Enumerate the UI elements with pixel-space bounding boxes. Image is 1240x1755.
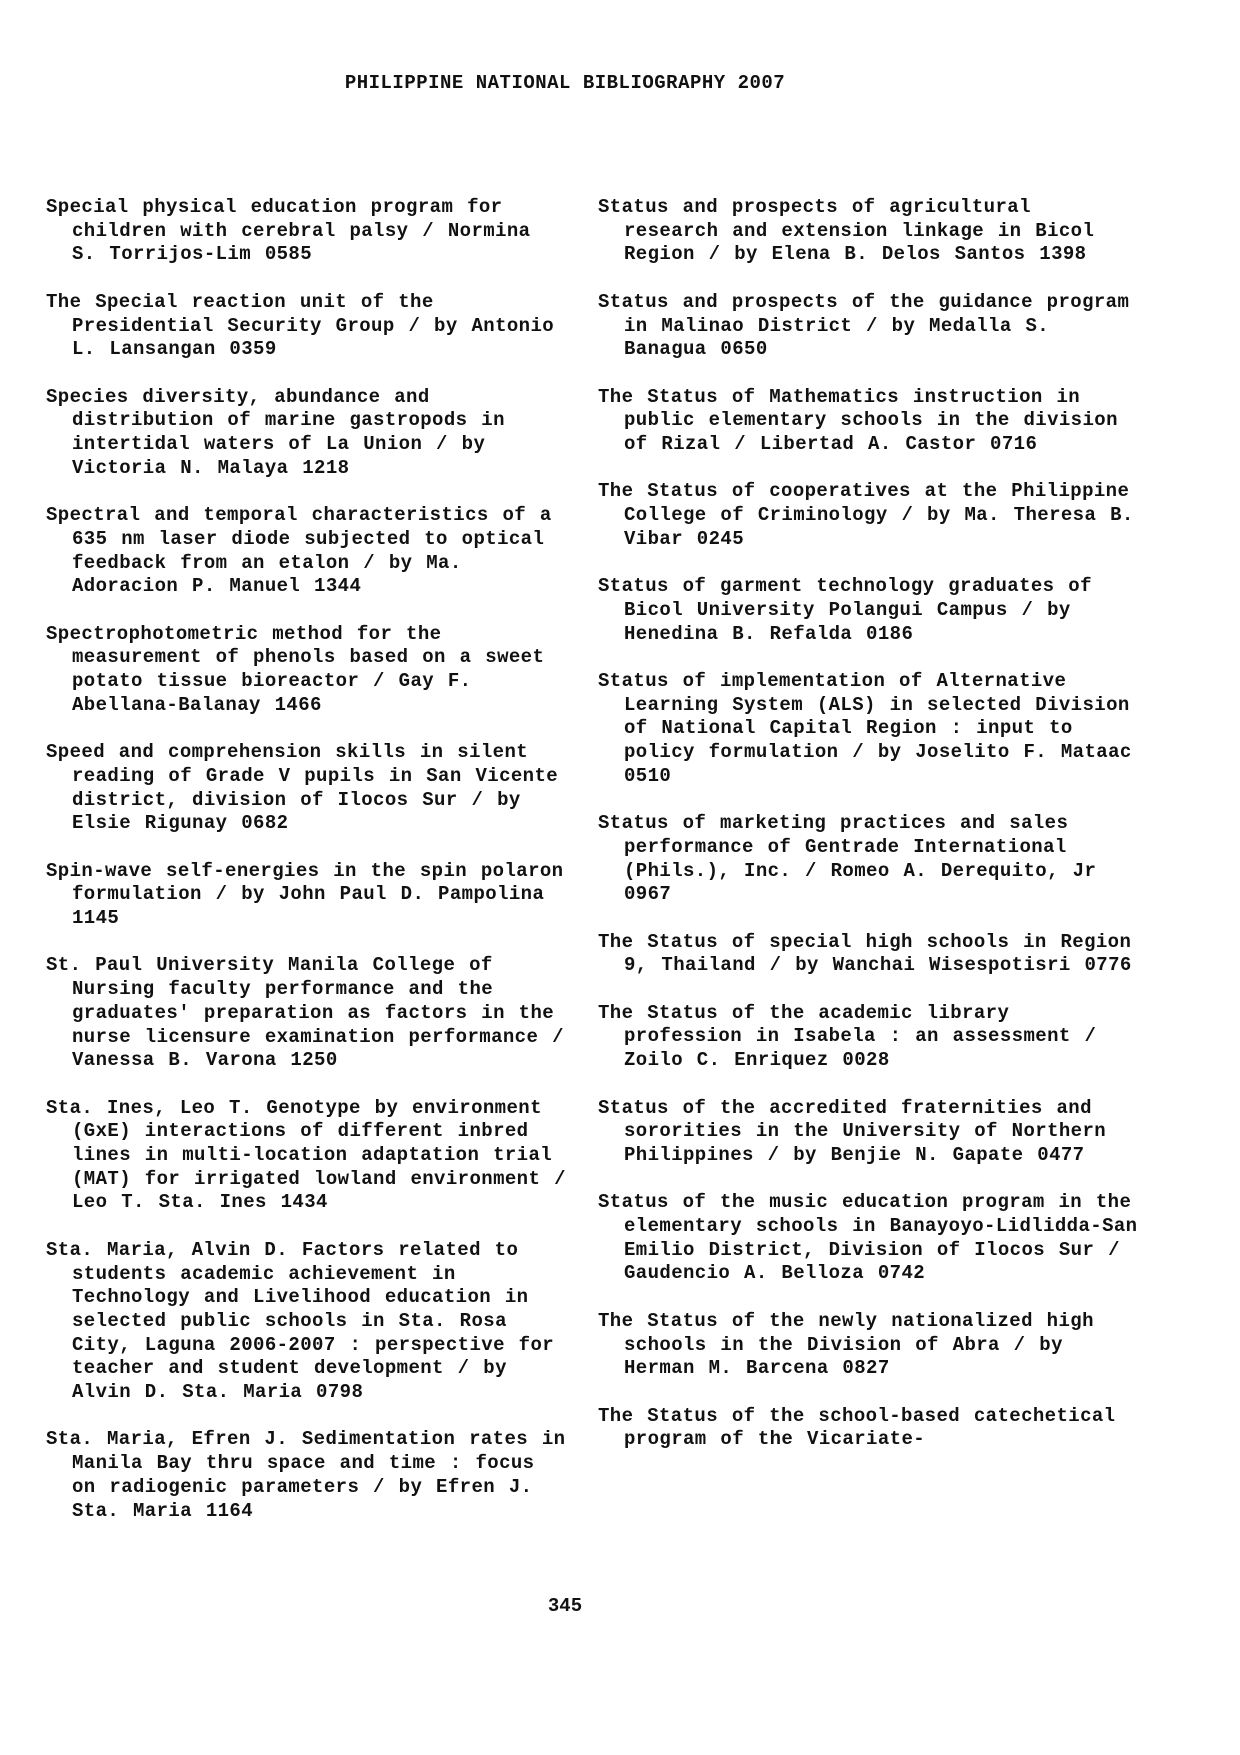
bibliography-entry: Sta. Maria, Efren J. Sedimentation rates in Manila Bay thru space and time : focus on radiogenic parameters / by Efren J. Sta. Maria 1164 [46,1428,566,1522]
bibliography-entry: Spin-wave self-energies in the spin polaron formulation / by John Paul D. Pampolina 1145 [46,859,564,929]
bibliography-entry: Speed and comprehension skills in silent reading of Grade V pupils in San Vicente district, division of Ilocos Sur / by Elsie Rigunay 0682 [46,741,559,835]
bibliography-entry: Status and prospects of agricultural research and extension linkage in Bicol Region / by Elena B. Delos Santos 1398 [598,196,1095,266]
bibliography-entry: Species diversity, abundance and distribution of marine gastropods in intertidal waters of La Union / by Victoria N. Malaya 1218 [46,385,505,479]
bibliography-entry: Status of the accredited fraternities and sororities in the University of Northern Philippines / by Benjie N. Gapate 0477 [598,1096,1107,1166]
bibliography-entry: The Status of Mathematics instruction in public elementary schools in the division of Rizal / Libertad A. Castor 0716 [598,385,1118,455]
bibliography-entry: Sta. Ines, Leo T. Genotype by environment (GxE) interactions of different inbred lines in multi-location adaptation trial (MAT) for irrigated lowland environment / Leo T. Sta. Ines 1434 [46,1096,566,1214]
bibliography-entry: St. Paul University Manila College of Nursing faculty performance and the graduates' preparation as factors in the nurse licensure examination performance / Vanessa B. Varona 1250 [46,954,564,1072]
left-column [46,196,566,1547]
bibliography-entry: Special physical education program for children with cerebral palsy / Normina S. Torrijos-Lim 0585 [46,196,531,266]
bibliography-entry: Status and prospects of the guidance program in Malinao District / by Medalla S. Banagua 0650 [598,290,1130,361]
bibliography-entry: Spectrophotometric method for the measurement of phenols based on a sweet potato tissue bioreactor / Gay F. Abellana-Balanay 1466 [46,622,545,716]
bibliography-entry: The Special reaction unit of the Presidential Security Group / by Antonio L. Lansangan 0359 [46,290,555,361]
bibliography-entry: The Status of the academic library profession in Isabela : an assessment / Zoilo C. Enriquez 0028 [598,1001,1097,1072]
bibliography-entry: Status of marketing practices and sales performance of Gentrade International (Phils.), Inc. / Romeo A. Derequito, Jr 0967 [598,812,1097,906]
page-header: PHILIPPINE NATIONAL BIBLIOGRAPHY 2007 [344,72,786,94]
bibliography-entry: The Status of special high schools in Region 9, Thailand / by Wanchai Wisespotisri 0776 [598,930,1132,977]
bibliography-entry: The Status of the school-based catechetical program of the Vicariate- [598,1404,1116,1451]
bibliography-entry: The Status of the newly nationalized high schools in the Division of Abra / by Herman M. Barcena 0827 [598,1309,1094,1380]
bibliography-entry: Spectral and temporal characteristics of a 635 nm laser diode subjected to optical feedback from an etalon / by Ma. Adoracion P. Manuel 1344 [46,504,552,598]
bibliography-entry: Status of garment technology graduates of Bicol University Polangui Campus / by Henedina B. Refalda 0186 [598,575,1092,645]
bibliography-entry: Status of implementation of Alternative Learning System (ALS) in selected Division of National Capital Region : input to policy formulation / by Joselito F. Mataac 0510 [598,669,1132,787]
bibliography-entry: Status of the music education program in the elementary schools in Banayoyo-Lidlidda-San Emilio District, Division of Ilocos Sur / Gaudencio A. Belloza 0742 [598,1191,1138,1285]
right-column [598,196,1138,1476]
bibliography-entry: Sta. Maria, Alvin D. Factors related to students academic achievement in Technology and Livelihood education in selected public schools in Sta. Rosa City, Laguna 2006-2007 : perspective for teacher and student development / by Alvin D. Sta. Maria 0798 [46,1238,555,1404]
page-number: 345 [547,1595,583,1617]
bibliography-entry: The Status of cooperatives at the Philippine College of Criminology / by Ma. Theresa B. Vibar 0245 [598,480,1134,550]
